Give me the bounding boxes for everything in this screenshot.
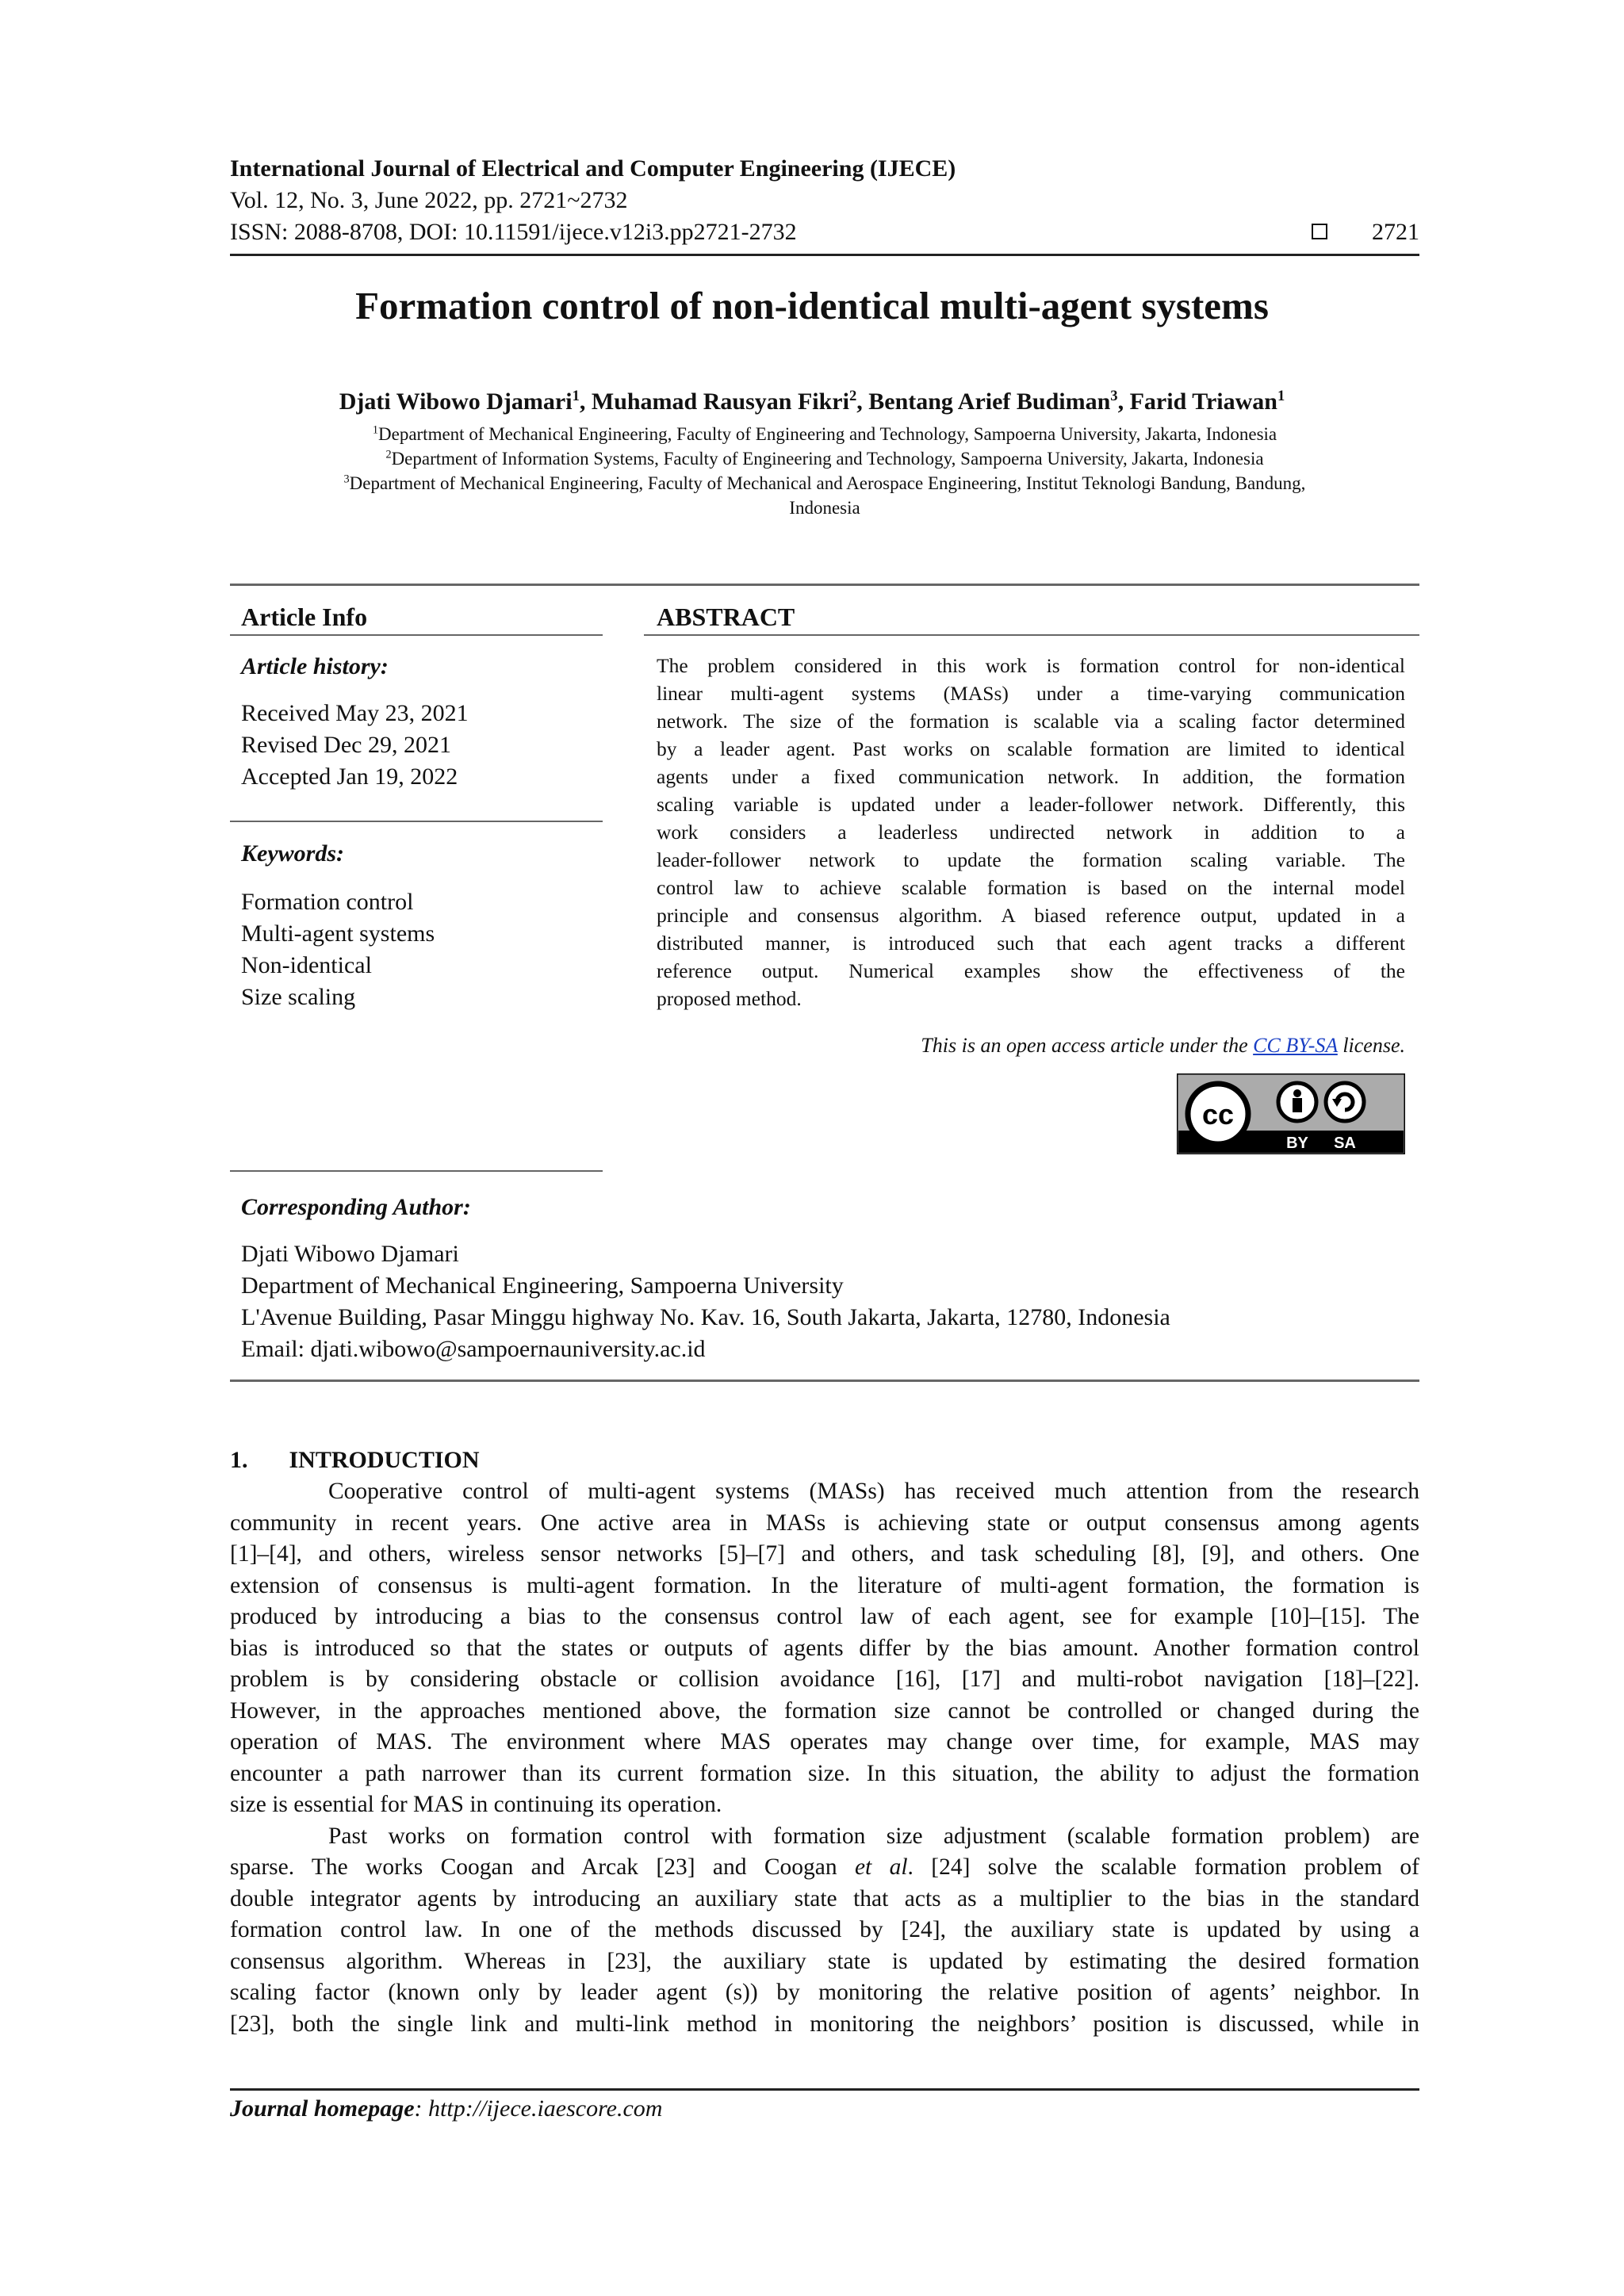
- abstract-line: agents under a fixed communication network. In addition, the formation: [657, 765, 1405, 788]
- history-accepted: Accepted Jan 19, 2022: [241, 763, 458, 790]
- journal-homepage: [230, 2093, 662, 2125]
- author-name: Djati Wibowo Djamari: [339, 388, 573, 415]
- abstract-rule: [644, 634, 1419, 636]
- intro-text: sparse. The works Coogan and Arcak [23] and Coogan: [230, 1854, 855, 1880]
- affiliation-text: Department of Information Systems, Faculty of Engineering and Technology, Sampoerna University, Jakarta, Indonesia: [391, 449, 1264, 469]
- section-number: 1.: [230, 1447, 248, 1473]
- author-sup: 1: [572, 388, 580, 404]
- abstract-line: proposed method.: [657, 987, 802, 1010]
- corresponding-email: Email: djati.wibowo@sampoernauniversity.ac.id: [241, 1336, 706, 1362]
- intro-line: community in recent years. One active area in MASs is achieving state or output consensus among agents: [230, 1510, 1419, 1536]
- affiliation: [230, 422, 1419, 446]
- keyword-item: Non-identical: [241, 952, 372, 978]
- corresponding-address: L'Avenue Building, Pasar Minggu highway No. Kav. 16, South Jakarta, Jakarta, 12780, Indonesia: [241, 1304, 1170, 1330]
- sa-text: SA: [1334, 1135, 1356, 1152]
- intro-line: Past works on formation control with formation size adjustment (scalable formation problem) are: [328, 1823, 1419, 1849]
- intro-line: consensus algorithm. Whereas in [23], the auxiliary state is updated by estimating the desired formation: [230, 1948, 1419, 1974]
- footer-divider: [230, 2088, 1419, 2091]
- intro-line: size is essential for MAS in continuing its operation.: [230, 1792, 722, 1817]
- corresponding-author-heading: Corresponding Author:: [241, 1194, 471, 1220]
- abstract-line: leader-follower network to update the formation scaling variable. The: [657, 848, 1405, 871]
- license-suffix: license.: [1337, 1034, 1405, 1057]
- affiliation-text: Department of Mechanical Engineering, Faculty of Engineering and Technology, Sampoerna University, Jakarta, Indonesia: [378, 424, 1277, 444]
- affiliation-text: Indonesia: [789, 498, 860, 518]
- intro-line: produced by introducing a bias to the consensus control law of each agent, see for example [10]–[15]. The: [230, 1604, 1419, 1629]
- intro-line: [230, 1852, 1419, 1884]
- author-name: Bentang Arief Budiman: [868, 388, 1111, 415]
- abstract-line: distributed manner, is introduced such that each agent tracks a different: [657, 932, 1405, 955]
- header-divider: [230, 254, 1419, 256]
- section-heading: [230, 1445, 480, 1476]
- abstract-line: scaling variable is updated under a leader-follower network. Differently, this: [657, 793, 1405, 816]
- cc-text: cc: [1201, 1098, 1235, 1131]
- author-name: Farid Triawan: [1129, 388, 1277, 415]
- intro-line: [1]–[4], and others, wireless sensor networks [5]–[7] and others, and task scheduling [8], [9], and others. One: [230, 1541, 1419, 1567]
- corresponding-dept: Department of Mechanical Engineering, Sampoerna University: [241, 1272, 844, 1299]
- intro-line: scaling factor (known only by leader agent (s)) by monitoring the relative position of agents’ neighbor. In: [230, 1980, 1419, 2005]
- intro-line: problem is by considering obstacle or collision avoidance [16], [17] and multi-robot navigation [18]–[22].: [230, 1667, 1419, 1692]
- article-info-heading: Article Info: [241, 603, 368, 631]
- intro-line: [23], both the single link and multi-link method in monitoring the neighbors’ position is discussed, while in: [230, 2011, 1419, 2037]
- abstract-line: network. The size of the formation is scalable via a scaling factor determined: [657, 710, 1405, 733]
- article-info-bottom-rule: [230, 1170, 603, 1172]
- affiliation-sup: 1: [372, 423, 378, 437]
- abstract-line: reference output. Numerical examples show the effectiveness of the: [657, 959, 1405, 982]
- author-name: Muhamad Rausyan Fikri: [591, 388, 849, 415]
- abstract-line: control law to achieve scalable formation is based on the internal model: [657, 876, 1405, 899]
- intro-line: extension of consensus is multi-agent formation. In the literature of multi-agent formation, the formation is: [230, 1572, 1419, 1598]
- license-note: [921, 1032, 1405, 1059]
- author-sup: 1: [1277, 388, 1285, 404]
- journal-name: International Journal of Electrical and Computer Engineering (IJECE): [230, 155, 956, 182]
- article-info-rule: [230, 634, 603, 636]
- affiliation: [230, 496, 1419, 520]
- abstract-heading: ABSTRACT: [657, 603, 795, 631]
- corresponding-name: Djati Wibowo Djamari: [241, 1241, 459, 1267]
- affiliation: [230, 471, 1419, 496]
- cc-by-sa-badge[interactable]: [1177, 1073, 1405, 1154]
- section-title: INTRODUCTION: [289, 1447, 480, 1473]
- intro-etal: et al: [854, 1854, 908, 1880]
- intro-text: . [24] solve the scalable formation problem of: [907, 1854, 1419, 1880]
- abstract-line: work considers a leaderless undirected network in addition to a: [657, 821, 1405, 844]
- affiliation-text: Department of Mechanical Engineering, Faculty of Mechanical and Aerospace Engineering, Institut Teknologi Bandung, Bandung,: [349, 473, 1306, 493]
- affiliation-sup: 3: [343, 473, 350, 486]
- abstract-line: The problem considered in this work is formation control for non-identical: [657, 654, 1405, 677]
- keywords-rule: [230, 821, 603, 822]
- by-text: BY: [1286, 1135, 1308, 1152]
- page-number: 2721: [1372, 219, 1419, 245]
- footer-url[interactable]: : http://ijece.iaescore.com: [414, 2095, 663, 2122]
- article-history-heading: Article history:: [241, 653, 389, 679]
- cc-license-link[interactable]: CC BY-SA: [1253, 1034, 1338, 1057]
- affiliation: [230, 446, 1419, 471]
- history-received: Received May 23, 2021: [241, 700, 469, 726]
- history-revised: Revised Dec 29, 2021: [241, 732, 451, 758]
- intro-line: double integrator agents by introducing an auxiliary state that acts as a multiplier to the bias in the standard: [230, 1885, 1419, 1911]
- volume-info: Vol. 12, No. 3, June 2022, pp. 2721~2732: [230, 187, 628, 213]
- affiliation-sup: 2: [385, 448, 392, 461]
- keyword-item: Multi-agent systems: [241, 920, 435, 947]
- abstract-line: principle and consensus algorithm. A biased reference output, updated in a: [657, 904, 1405, 927]
- keywords-heading: Keywords:: [241, 840, 344, 867]
- abstract-line: by a leader agent. Past works on scalable formation are limited to identical: [657, 737, 1405, 760]
- info-block-bottom-rule: [230, 1380, 1419, 1382]
- checkbox-square-icon: [1312, 224, 1327, 239]
- info-block-top-rule: [230, 584, 1419, 586]
- intro-line: bias is introduced so that the states or outputs of agents differ by the bias amount. Another formation control: [230, 1635, 1419, 1661]
- intro-line: However, in the approaches mentioned above, the formation size cannot be controlled or changed during the: [230, 1697, 1419, 1724]
- intro-line: encounter a path narrower than its current formation size. In this situation, the ability to adjust the formation: [230, 1760, 1419, 1786]
- paper-title: Formation control of non-identical multi-agent systems: [355, 284, 1269, 327]
- author-list: Djati Wibowo Djamari$^1$, Muhamad Rausyan Fikri$^2$, Bentang Arief Budiman$^3$, Farid Triawan$^1$: [339, 388, 1285, 415]
- intro-line: Cooperative control of multi-agent systems (MASs) has received much attention from the research: [328, 1479, 1419, 1504]
- author-sup: 3: [1110, 388, 1118, 404]
- author-sup: 2: [848, 388, 857, 404]
- issn-doi: ISSN: 2088-8708, DOI: 10.11591/ijece.v12i3.pp2721-2732: [230, 219, 797, 245]
- footer-label: Journal homepage: [230, 2095, 415, 2122]
- cc-by-sa-icon: [1177, 1073, 1405, 1154]
- intro-line: formation control law. In one of the methods discussed by [24], the auxiliary state is updated by using a: [230, 1917, 1419, 1942]
- keyword-item: Formation control: [241, 889, 414, 915]
- license-prefix: This is an open access article under the: [921, 1034, 1254, 1057]
- intro-line: operation of MAS. The environment where MAS operates may change over time, for example, MAS may: [230, 1729, 1419, 1755]
- keyword-item: Size scaling: [241, 984, 356, 1010]
- abstract-line: linear multi-agent systems (MASs) under a time-varying communication: [657, 682, 1405, 705]
